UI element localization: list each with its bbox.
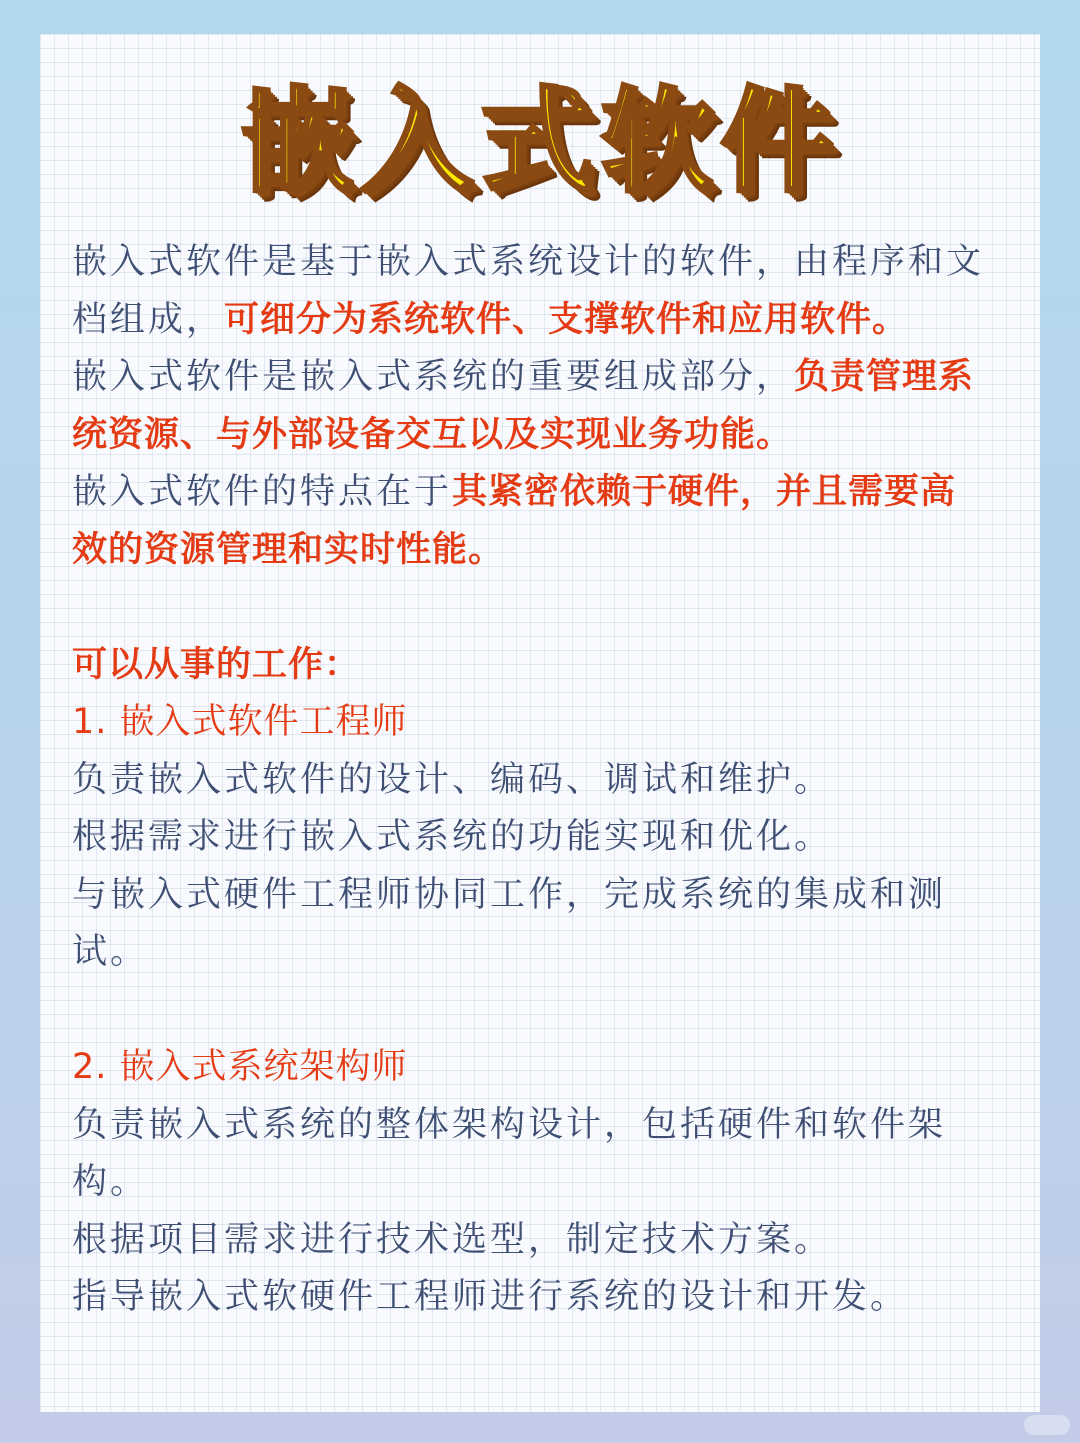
intro-highlight: 负责管理系统资源、与外部设备交互以及实现业务功能。 [72,357,975,455]
jobs-heading: 可以从事的工作： [72,644,361,685]
job-line: 与嵌入式硬件工程师协同工作，完成系统的集成和测试。 [72,874,947,972]
intro-text: 嵌入式软件的特点在于 [72,472,453,512]
intro-text: 嵌入式软件是基于嵌入式系统设计的软件，由程序和文档组成， [72,242,985,340]
intro-highlight: 可细分为系统软件、支撑软件和应用软件。 [224,299,909,340]
job-line: 指导嵌入式软硬件工程师进行系统的设计和开发。 [72,1277,909,1317]
job-line: 负责嵌入式系统的整体架构设计，包括硬件和软件架构。 [72,1104,947,1202]
content-card [40,34,1040,1412]
spacer [72,579,992,637]
intro-text: 嵌入式软件是嵌入式系统的重要组成部分， [72,357,795,397]
intro-highlight: 其紧密依赖于硬件，并且需要高效的资源管理和实时性能。 [72,472,957,570]
intro-paragraph-3 [72,464,992,579]
job-title: 1. 嵌入式软件工程师 [72,702,408,742]
job-line: 负责嵌入式软件的设计、编码、调试和维护。 [72,759,833,800]
job-title: 2. 嵌入式系统架构师 [72,1047,408,1087]
page-title: 嵌入式软件 [239,75,840,208]
watermark [1024,1415,1070,1435]
intro-paragraph-2 [72,349,992,464]
intro-paragraph-1 [72,234,992,349]
job-line: 根据需求进行嵌入式系统的功能实现和优化。 [72,817,833,857]
job-line: 根据项目需求进行技术选型，制定技术方案。 [72,1219,833,1260]
article-body [72,234,992,1327]
spacer [72,982,992,1040]
